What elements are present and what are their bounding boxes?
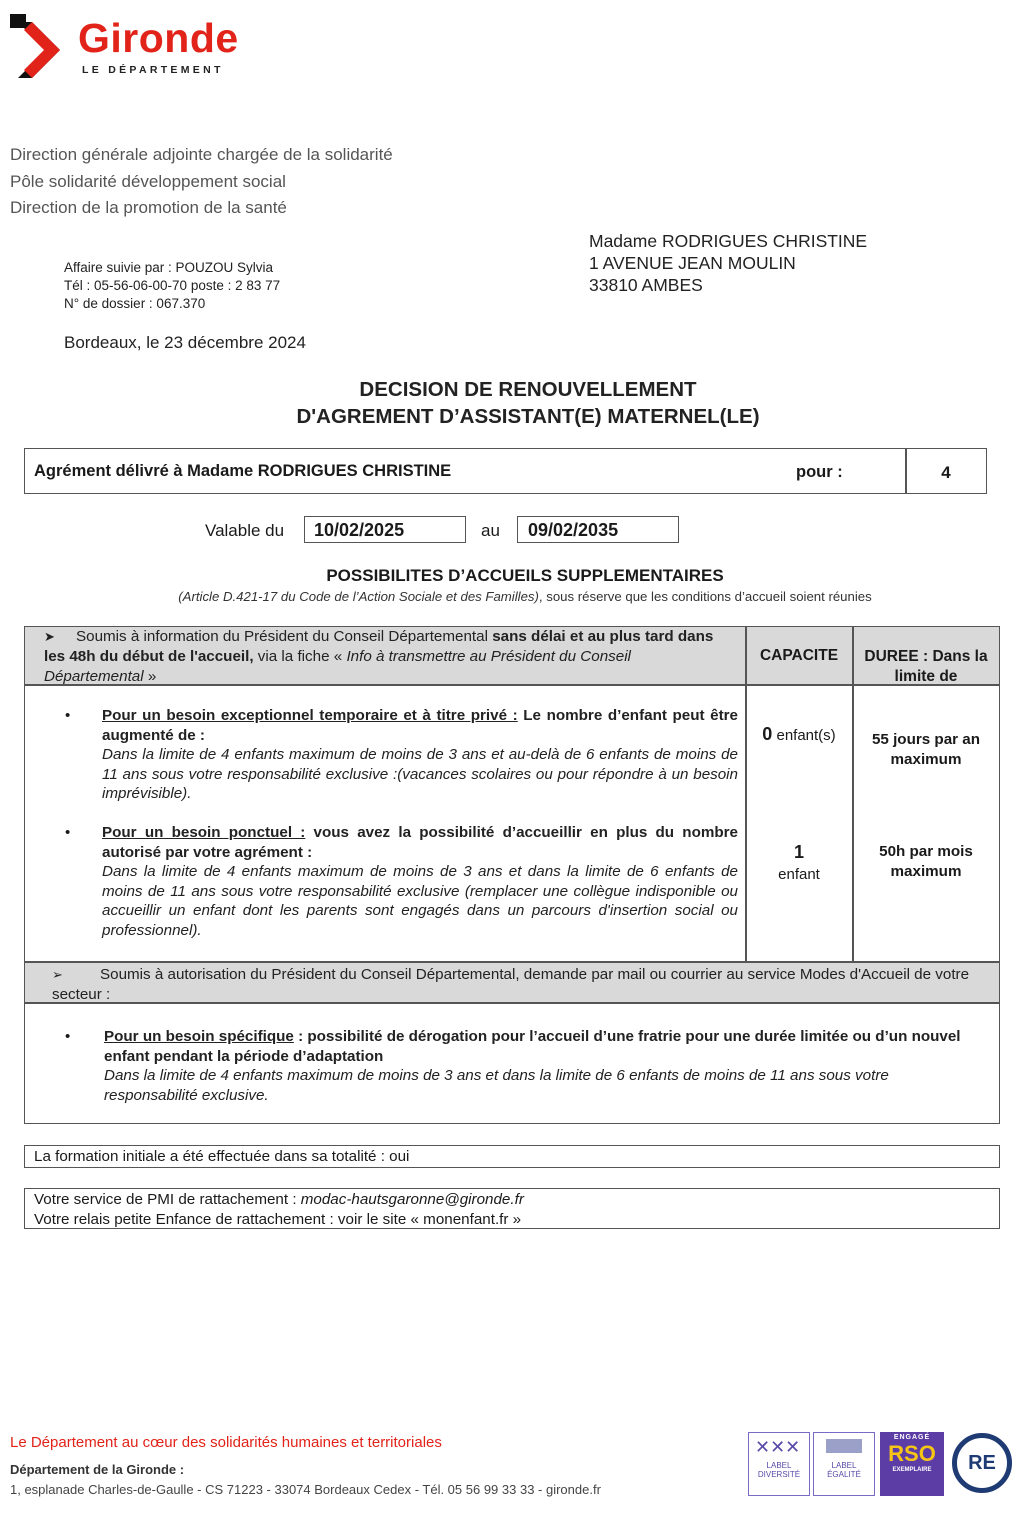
recipient-street: 1 AVENUE JEAN MOULIN [589,253,796,273]
diversity-figures-icon [751,1433,807,1459]
duration-ponctuel: 50h par mois maximum [879,843,973,880]
rso-bottom: EXEMPLAIRE [892,1467,932,1473]
footer-org: Département de la Gironde : [10,1462,185,1477]
row-bold: Le nombre d’enfant peut être augmenté de : [102,707,738,744]
label-egalite-badge [813,1432,875,1496]
department-lines [10,142,393,222]
row-title: Pour un besoin ponctuel : [102,824,306,841]
label-egalite-text: LABEL ÉGALITÉ [827,1461,861,1479]
equality-symbol-icon [816,1433,872,1459]
gironde-logo-mark [10,14,72,86]
column-duree: DUREE : Dans la limite de [864,648,988,685]
recipient-city: 33810 AMBES [589,275,703,295]
pmi-email[interactable]: modac-hautsgaronne@gironde.fr [300,1191,524,1208]
header2-text: Soumis à autorisation du Président du Conseil Départemental, demande par mail ou courrier au service Modes d'Accueil de votre secteur : [52,966,970,1003]
row-specifique [104,1027,984,1105]
row-title: Pour un besoin spécifique [104,1028,294,1045]
header-text: Soumis à information du Président du Conseil Départemental [76,628,493,645]
agreement-pour: pour : [796,463,843,481]
logo-subtitle: LE DÉPARTEMENT [82,64,224,76]
recipient-address [589,230,867,296]
table-header-info [44,627,734,687]
recipient-name: Madame RODRIGUES CHRISTINE [589,231,868,251]
row-bold: : possibilité de dérogation pour l’accueil d’une fratrie pour une durée limitée ou d’un nouvel enfant pendant la période d’adaptation [104,1028,961,1065]
table-divider [24,961,1000,963]
article-reference: (Article D.421-17 du Code de l’Action Sociale et des Familles) [178,589,539,604]
title-line-2: D'AGREMENT D’ASSISTANT(E) MATERNEL(LE) [296,405,760,428]
pmi-label: Votre service de PMI de rattachement : [34,1191,301,1208]
capacity-value: 0 [762,724,773,744]
department-line: Pôle solidarité développement social [10,171,286,191]
document-title [0,376,1024,430]
agreement-label: Agrément délivré à Madame RODRIGUES CHRISTINE [34,462,452,480]
footer-address: 1, esplanade Charles-de-Gaulle - CS 71223 - 33074 Bordeaux Cedex - Tél. 05 56 99 33 33 - gironde.fr [10,1482,601,1497]
table-column-divider [745,626,747,962]
agreement-count: 4 [941,463,951,482]
capacity-unit: enfant [778,866,820,883]
header-deadline: sans délai et au plus tard dans les 48h du début de l'accueil, [44,628,714,665]
formation-text: La formation initiale a été effectuée dans sa totalité : oui [34,1148,410,1165]
pmi-text [34,1190,524,1230]
row-detail: Dans la limite de 4 enfants maximum de moins de 3 ans et dans la limite de 6 enfants de moins de 11 ans sous votre responsabilité exclusive (remplacer une collègue indisponible ou accueillir un enfant dont les parents sont engagés dans un parcours d'insertion social ou professionnel). [102,863,738,939]
header-text: » [143,668,157,685]
sender-block [64,259,280,313]
capacity-exceptionnel [746,724,852,745]
possibilities-subtitle [0,589,1024,604]
bullet-icon: • [65,824,71,841]
validity-to-date: 09/02/2035 [528,520,619,540]
row-bold: vous avez la possibilité d’accueillir en plus du nombre autorisé par votre agrément : [102,824,738,861]
validity-label: Valable du [205,521,285,540]
sender-contact: Affaire suivie par : POUZOU Sylvia [64,260,274,275]
row-detail: Dans la limite de 4 enfants maximum de moins de 3 ans et dans la limite de 6 enfants de moins de 11 ans sous votre responsabilité exclusive. [104,1067,889,1104]
row-title: Pour un besoin exceptionnel temporaire et à titre privé : [102,707,518,724]
footer-slogan: Le Département au cœur des solidarités humaines et territoriales [10,1434,442,1451]
validity-au: au [481,521,500,540]
arrow-icon: ➢ [52,967,63,982]
svg-text:✕✕✕: ✕✕✕ [755,1437,801,1458]
rso-top: ENGAGÉ [893,1434,931,1441]
capacity-value: 1 [793,842,804,862]
subtitle-rest: , sous réserve que les conditions d’accueil soient réunies [538,589,872,604]
rso-label: RSO [888,1441,936,1466]
row-exceptionnel [102,706,738,804]
row-ponctuel [102,823,738,940]
table-header-authorisation [52,965,982,1004]
duration-exceptionnel: 55 jours par an maximum [871,731,981,768]
rso-badge [880,1432,944,1496]
relais-text: Votre relais petite Enfance de rattachement : voir le site « monenfant.fr » [34,1211,522,1228]
capacity-unit: enfant(s) [772,727,836,744]
possibilities-title: POSSIBILITES D’ACCUEILS SUPPLEMENTAIRES [326,566,724,585]
title-line-1: DECISION DE RENOUVELLEMENT [359,378,697,401]
column-capacite: CAPACITE [759,647,839,664]
capacity-ponctuel [746,842,852,885]
letter-date: Bordeaux, le 23 décembre 2024 [64,333,306,352]
validity-from-date: 10/02/2025 [314,520,405,540]
label-diversite-badge [748,1432,810,1496]
bullet-icon: • [65,1028,71,1045]
logo-title: Gironde [78,15,239,61]
header-form-name: Info à transmettre au Président du Conseil Départemental [44,648,631,685]
department-line: Direction de la promotion de la santé [10,198,287,217]
file-number: N° de dossier : 067.370 [64,296,206,311]
sender-phone: Tél : 05-56-06-00-70 poste : 2 83 77 [64,278,281,293]
department-line: Direction générale adjointe chargée de la solidarité [10,145,393,164]
header-text: via la fiche « [253,648,347,665]
row-detail: Dans la limite de 4 enfants maximum de moins de 3 ans et au-delà de 6 enfants de moins de 11 ans sous votre responsabilité exclusive :(vacances scolaires ou pour répondre à un besoin imprévisible). [102,746,738,802]
arrow-icon: ➤ [44,629,55,644]
label-diversite-text: LABEL DIVERSITÉ [757,1461,801,1479]
bullet-icon: • [65,707,71,724]
re-logo: RE [952,1433,1012,1493]
